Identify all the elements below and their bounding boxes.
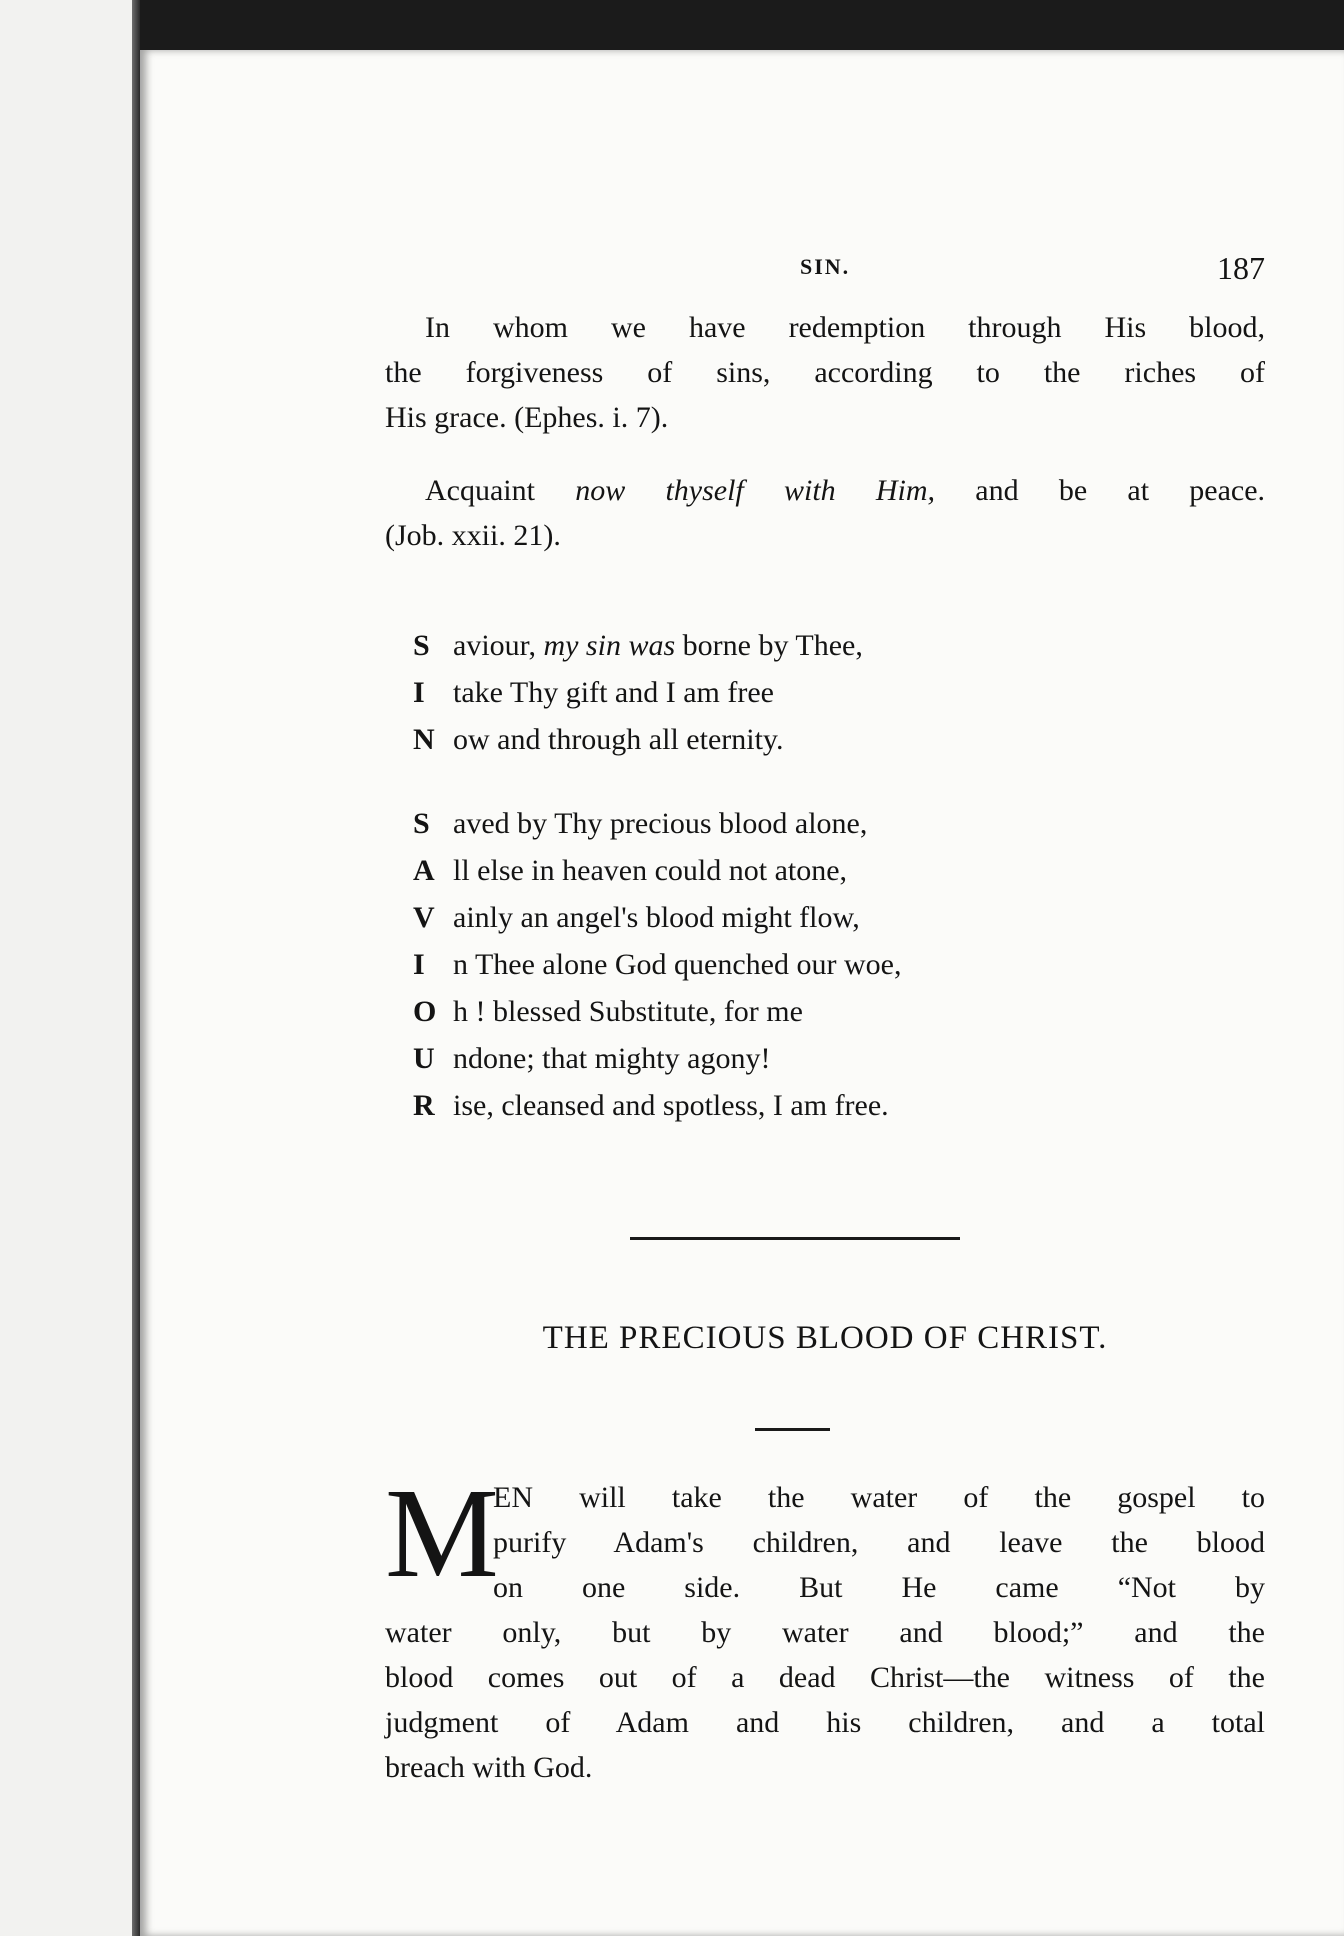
acrostic-text: take Thy gift and I am free [453,676,774,709]
text-run: Acquaint [425,474,576,507]
acrostic-text: h ! blessed Substitute, for me [453,995,803,1028]
page-number: 187 [1217,250,1265,286]
italic-phrase: my sin was [543,629,676,662]
text-line: breach with God. [385,1751,593,1784]
acrostic-line [413,1082,901,1129]
text-line [385,468,1265,513]
italic-phrase: now thyself with Him, [575,474,936,507]
title-rule [755,1428,830,1431]
text-line: In whom we have redemption through His blood, [425,311,1265,344]
text-line: judgment of Adam and his children, and a total [385,1706,1265,1739]
text-line: (Job. xxii. 21). [385,519,561,552]
acrostic-letter: I [413,676,425,709]
text-line: blood comes out of a dead Christ—the witness of the [385,1661,1265,1694]
acrostic-text: ise, cleansed and spotless, I am free. [453,1089,889,1122]
drop-cap: M [385,1462,499,1604]
acrostic-line [413,622,863,669]
facing-page [0,0,140,1936]
acrostic-letter: V [413,901,435,934]
paragraph-body [385,1462,1265,1790]
book-gutter [132,0,140,1936]
acrostic-line [413,847,901,894]
acrostic-letter: U [413,1042,435,1075]
running-head [385,250,1265,290]
acrostic-line [413,716,863,763]
acrostic-line [413,988,901,1035]
paragraph-ephesians [385,305,1265,440]
paragraph-job [385,468,1265,558]
acrostic-letter: O [413,995,437,1028]
section-divider [630,1237,960,1240]
text-line: water only, but by water and blood;” and the [385,1616,1265,1649]
section-title: THE PRECIOUS BLOOD OF CHRIST. [542,1320,1108,1356]
section-name: SIN. [800,254,851,279]
acrostic-line [413,800,901,847]
text-line: His grace. (Ephes. i. 7). [385,401,669,434]
text-line: purify Adam's children, and leave the blood [493,1526,1265,1559]
acrostic-letter: R [413,1089,435,1122]
text-line: on one side. But He came “Not by [493,1571,1265,1604]
acrostic-letter: I [413,948,425,981]
text-run: aviour, [453,629,544,662]
acrostic-line [413,941,901,988]
acrostic-letter: A [413,854,435,887]
acrostic-line [413,669,863,716]
acrostic-text: ndone; that mighty agony! [453,1042,771,1075]
acrostic-text: n Thee alone God quenched our woe, [453,948,902,981]
acrostic-text: ainly an angel's blood might flow, [453,901,860,934]
text-run: borne by Thee, [675,629,863,662]
book-page [140,50,1344,1936]
acrostic-saviour [413,800,901,1129]
acrostic-letter: N [413,723,435,756]
acrostic-text: ll else in heaven could not atone, [453,854,848,887]
text-line: EN will take the water of the gospel to [493,1481,1265,1514]
acrostic-letter: S [413,807,430,840]
acrostic-letter: S [413,629,430,662]
acrostic-text: ow and through all eternity. [453,723,784,756]
acrostic-sin [413,622,863,763]
acrostic-text: aved by Thy precious blood alone, [453,807,868,840]
text-run: and be at peace. [935,474,1266,507]
acrostic-line [413,1035,901,1082]
acrostic-text [453,622,863,669]
acrostic-line [413,894,901,941]
text-line: the forgiveness of sins, according to the riches of [385,356,1265,389]
